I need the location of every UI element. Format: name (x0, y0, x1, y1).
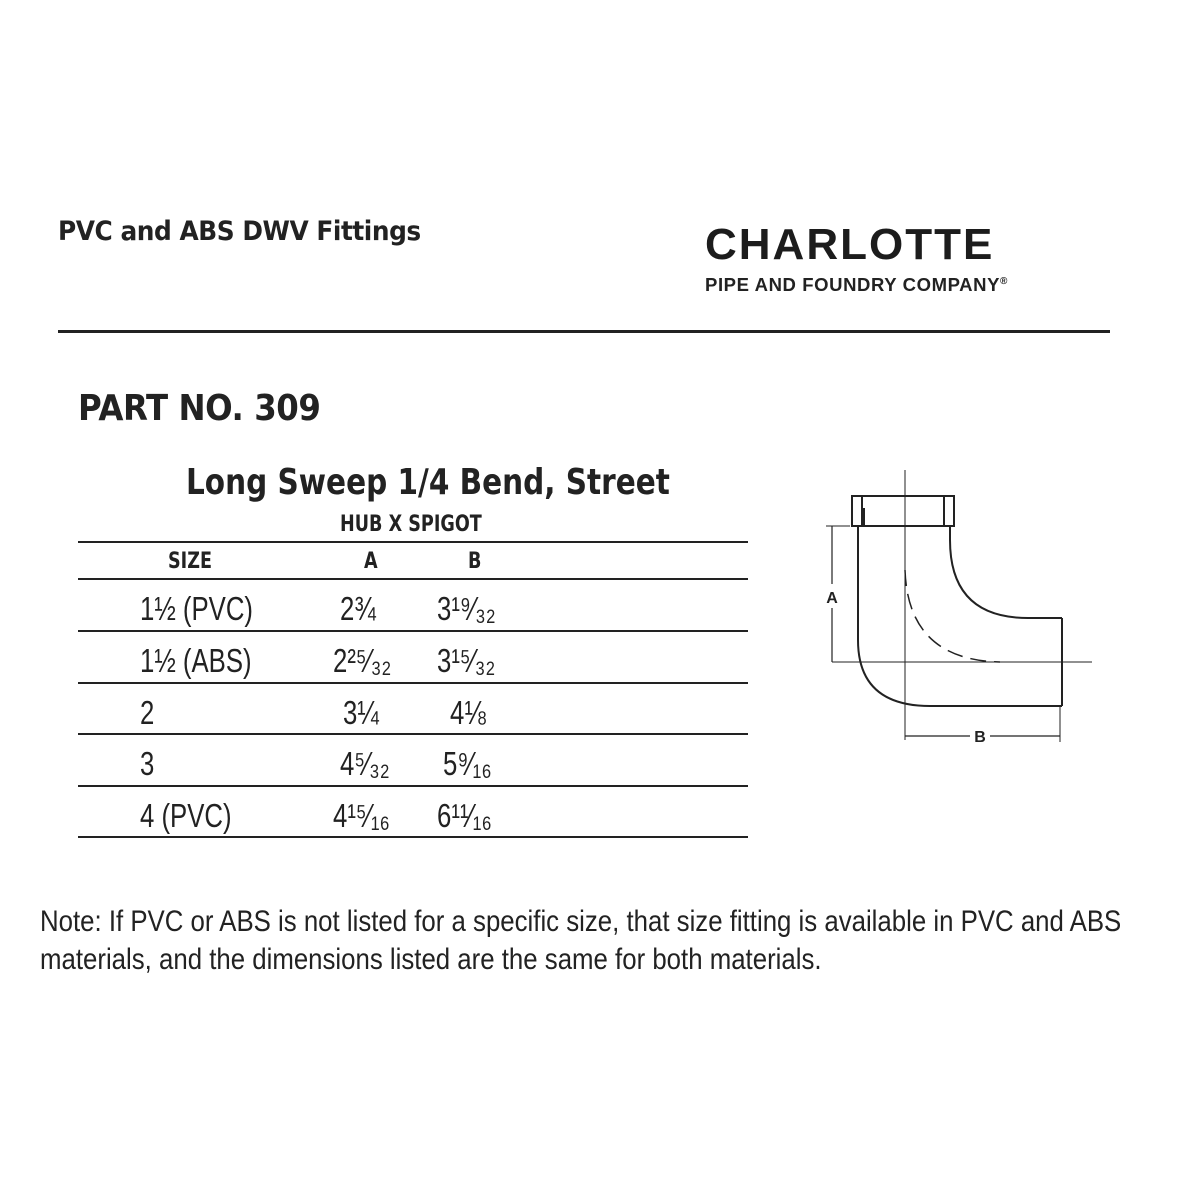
table-cell-a: 2¾ (340, 590, 376, 627)
table-cell-size: 1½ (ABS) (140, 642, 252, 679)
table-cell-size: 2 (140, 694, 155, 731)
dimension-b-label: B (974, 729, 986, 746)
table-cell-b: 5⁹⁄₁₆ (443, 745, 492, 782)
table-cell-b: 3¹⁹⁄₃₂ (437, 590, 496, 627)
column-header-b: B (468, 549, 482, 574)
table-cell-a: 2²⁵⁄₃₂ (333, 642, 392, 679)
table-cell-b: 6¹¹⁄₁₆ (437, 797, 492, 834)
table-row-divider (78, 785, 748, 787)
outer-bend (858, 526, 1062, 706)
brand-logo (705, 222, 1090, 296)
footnote: Note: If PVC or ABS is not listed for a specific size, that size fitting is available in PVC and ABS materials, and the dimensions listed are the same for both materials. (40, 905, 1122, 976)
inner-bend (950, 526, 1062, 618)
header-divider (58, 330, 1110, 333)
table-rule-header (78, 578, 748, 580)
dimension-a-label: A (826, 590, 838, 607)
fitting-diagram (810, 470, 1100, 760)
product-subtitle: HUB X SPIGOT (340, 512, 482, 537)
brand-subtitle (705, 274, 1090, 296)
brand-subtitle-text: PIPE AND FOUNDRY COMPANY (705, 274, 1001, 295)
table-rule-bottom (78, 836, 748, 838)
table-rule-top (78, 541, 748, 543)
table-cell-a: 4⁵⁄₃₂ (340, 745, 390, 782)
table-cell-size: 4 (PVC) (140, 797, 232, 834)
table-cell-b: 3¹⁵⁄₃₂ (437, 642, 496, 679)
column-header-a: A (364, 549, 378, 574)
column-header-size: SIZE (168, 549, 213, 574)
part-number: PART NO. 309 (78, 388, 321, 429)
table-row-divider (78, 682, 748, 684)
table-cell-a: 4¹⁵⁄₁₆ (333, 797, 390, 834)
registered-mark: ® (1000, 276, 1008, 287)
table-row-divider (78, 630, 748, 632)
table-cell-a: 3¼ (343, 694, 379, 731)
document-title: PVC and ABS DWV Fittings (58, 216, 421, 247)
table-row-divider (78, 733, 748, 735)
table-cell-size: 1½ (PVC) (140, 590, 254, 627)
hub-outline (852, 496, 954, 526)
brand-name: CHARLOTTE (705, 220, 995, 269)
table-cell-b: 4⅛ (450, 694, 486, 731)
table-cell-size: 3 (140, 745, 155, 782)
product-name: Long Sweep 1/4 Bend, Street (186, 462, 670, 503)
